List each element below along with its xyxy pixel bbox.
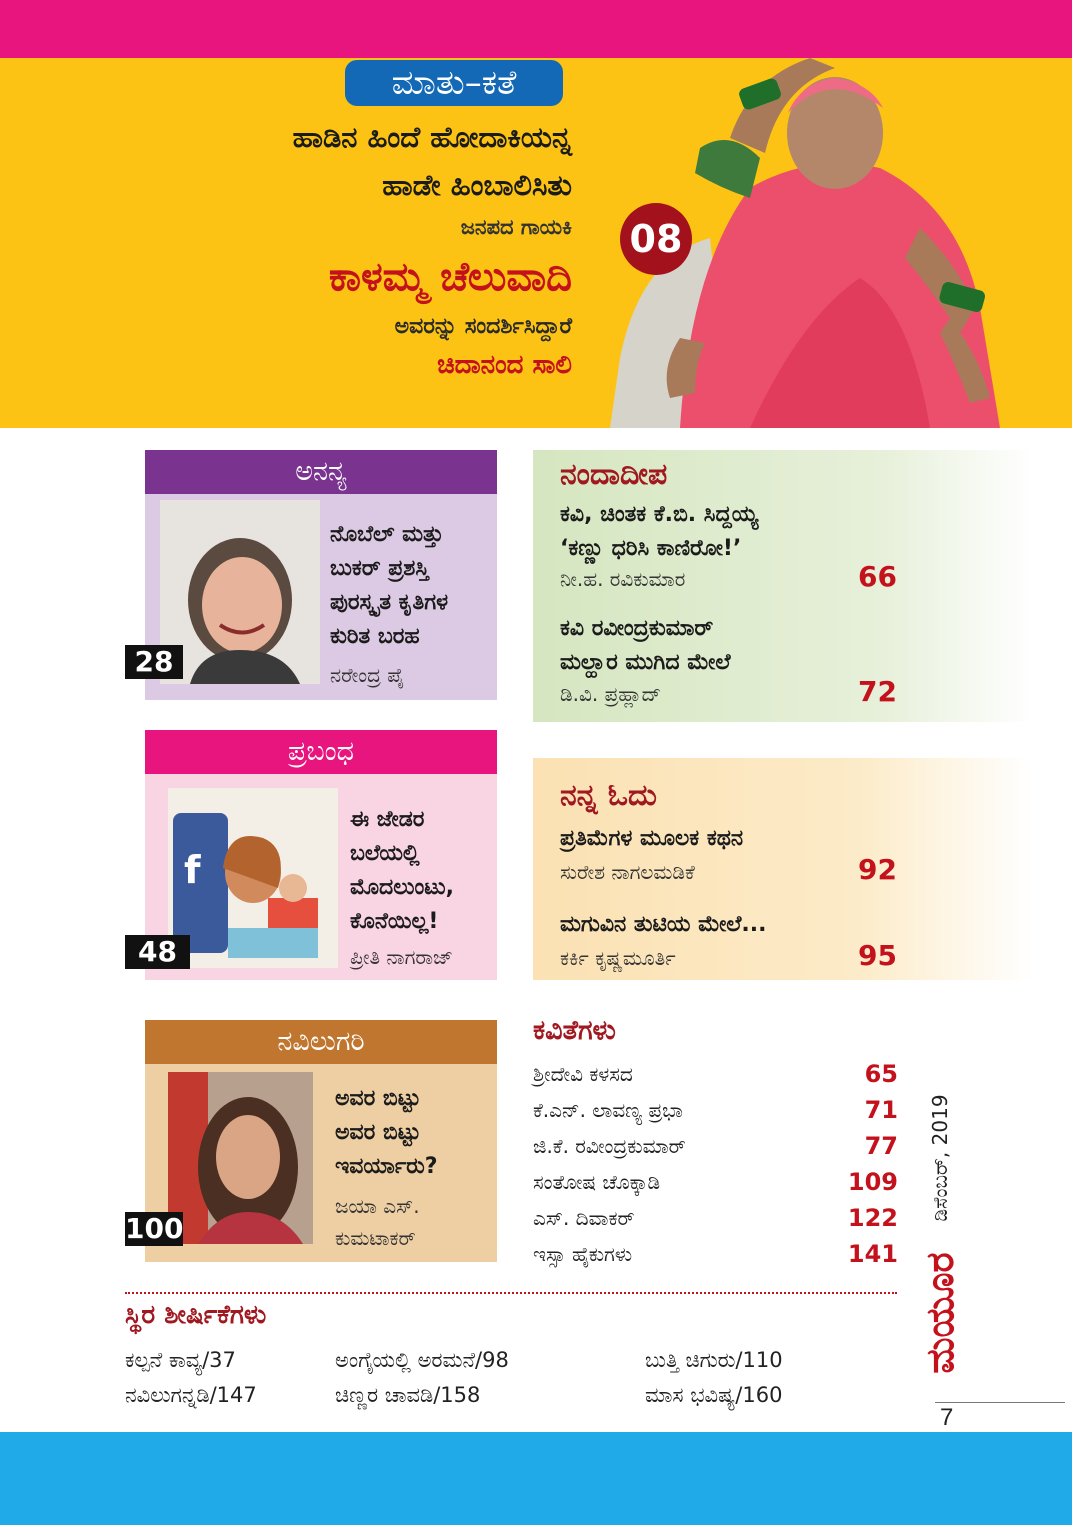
cover-interview-line: ಅವರನ್ನು ಸಂದರ್ಶಿಸಿದ್ದಾರೆ <box>394 314 572 339</box>
nanna-odu-item-1-title[interactable]: ಪ್ರತಿಮೆಗಳ ಮೂಲಕ ಕಥನ <box>560 826 744 851</box>
nandadeepa-item-1-title-line: ಕವಿ, ಚಿಂತಕ ಕೆ.ಬಿ. ಸಿದ್ದಯ್ಯ <box>560 502 759 527</box>
cover-headline-line-2: ಹಾಡೇ ಹಿಂಬಾಲಿಸಿತು <box>382 168 572 202</box>
prabandha-title-line: ಬಲೆಯಲ್ಲಿ <box>350 841 420 866</box>
naviluguri-title-line: ಅವರ ಬಿಟ್ಟು <box>335 1086 421 1111</box>
essay-illustration <box>168 788 338 968</box>
naviluguri-title-line: ಅವರ ಬಿಟ್ಟು <box>335 1120 421 1145</box>
naviluguri-author-line: ಜಯಾ ಎಸ್. <box>335 1194 420 1218</box>
ananya-title-line: ಬುಕರ್ ಪ್ರಶಸ್ತಿ <box>330 556 429 581</box>
poem-item-page: 71 <box>864 1096 898 1124</box>
prabandha-title <box>350 803 495 939</box>
poem-item-name: ಇಸ್ಸಾ ಹೈಕುಗಳು <box>533 1242 633 1266</box>
divider <box>125 1292 897 1294</box>
ananya-author: ನರೇಂದ್ರ ಪೈ <box>330 663 405 687</box>
fixed-column-item[interactable]: ಕಲ್ಪನೆ ಕಾವ್ಯ/37 <box>125 1348 236 1372</box>
naviluguri-title <box>335 1082 495 1184</box>
svg-text:f: f <box>184 848 201 892</box>
poem-item[interactable] <box>533 1060 898 1096</box>
naviluguri-header: ನವಿಲುಗರಿ <box>145 1020 497 1064</box>
poem-item[interactable] <box>533 1096 898 1132</box>
poem-item-page: 65 <box>864 1060 898 1088</box>
fixed-column-item[interactable]: ಮಾಸ ಭವಿಷ್ಯ/160 <box>645 1383 783 1407</box>
nanna-odu-item-1-page[interactable]: 92 <box>858 853 897 886</box>
nandadeepa-item-1-title[interactable] <box>560 498 758 566</box>
author-photo-ananya <box>160 500 320 684</box>
cover-headline-line-1: ಹಾಡಿನ ಹಿಂದೆ ಹೋದಾಕಿಯನ್ನ <box>292 120 572 154</box>
page-number-rule <box>935 1402 1065 1403</box>
nandadeepa-item-2-title-line: ಮಲ್ಹಾರ ಮುಗಿದ ಮೇಲೆ <box>560 650 731 675</box>
prabandha-title-line: ಈ ಜೇಡರ <box>350 807 425 832</box>
prabandha-header: ಪ್ರಬಂಧ <box>145 730 497 774</box>
ananya-title-line: ಪುರಸ್ಕೃತ ಕೃತಿಗಳ <box>330 590 449 615</box>
cover-page-number[interactable]: 08 <box>620 203 692 275</box>
nandadeepa-item-2-title[interactable] <box>560 612 731 680</box>
nanna-odu-item-2-title[interactable]: ಮಗುವಿನ ತುಟಿಯ ಮೇಲೆ... <box>560 912 767 937</box>
poem-item-name: ಸಂತೋಷ ಚೊಕ್ಕಾಡಿ <box>533 1170 661 1194</box>
cover-subtitle: ಜನಪದ ಗಾಯಕಿ <box>460 215 572 239</box>
poem-item-page: 122 <box>847 1204 898 1232</box>
poem-item[interactable] <box>533 1204 898 1240</box>
section-badge-interview: ಮಾತು–ಕತೆ <box>345 60 563 106</box>
nandadeepa-header: ನಂದಾದೀಪ <box>560 457 668 492</box>
naviluguri-title-line: ಇವರ್ಯಾರು? <box>335 1154 438 1179</box>
naviluguri-author-line: ಕುಮಟಾಕರ್ <box>335 1226 416 1250</box>
ananya-title <box>330 518 495 654</box>
fixed-column-item[interactable]: ನವಿಲುಗನ್ನಡಿ/147 <box>125 1383 257 1407</box>
kavitegalu-header: ಕವಿತೆಗಳು <box>533 1015 616 1046</box>
nandadeepa-item-2-author: ಡಿ.ವಿ. ಪ್ರಹ್ಲಾದ್ <box>560 682 661 706</box>
nandadeepa-item-1-page[interactable]: 66 <box>858 560 897 593</box>
nanna-odu-item-1-author: ಸುರೇಶ ನಾಗಲಮಡಿಕೆ <box>560 860 695 884</box>
poem-item-page: 141 <box>847 1240 898 1268</box>
naviluguri-author <box>335 1190 420 1254</box>
author-photo-naviluguri <box>168 1072 313 1244</box>
poem-item[interactable] <box>533 1240 898 1276</box>
nandadeepa-item-2-page[interactable]: 72 <box>858 675 897 708</box>
fixed-column-item[interactable]: ಬುತ್ತಿ ಚಿಗುರು/110 <box>645 1348 783 1372</box>
ananya-title-line: ನೊಬೆಲ್ ಮತ್ತು <box>330 522 444 547</box>
fixed-columns-header: ಸ್ಥಿರ ಶೀರ್ಷಿಕೆಗಳು <box>125 1300 267 1330</box>
ananya-page-number: 28 <box>125 645 183 679</box>
fixed-column-item[interactable]: ಚಿಣ್ಣರ ಚಾವಡಿ/158 <box>335 1383 481 1407</box>
poem-item-name: ಎಸ್. ದಿವಾಕರ್ <box>533 1206 635 1230</box>
nanna-odu-header: ನನ್ನ ಓದು <box>560 778 657 813</box>
bottom-band <box>0 1432 1072 1525</box>
poem-item[interactable] <box>533 1168 898 1204</box>
nandadeepa-item-1-author: ನೀ.ಹ. ರವಿಕುಮಾರ <box>560 567 686 591</box>
page-number: 7 <box>940 1404 954 1431</box>
ananya-title-line: ಕುರಿತ ಬರಹ <box>330 624 420 649</box>
poem-item[interactable] <box>533 1132 898 1168</box>
poem-item-page: 77 <box>864 1132 898 1160</box>
cover-person-name: ಕಾಳಮ್ಮ ಚೆಲುವಾದಿ <box>328 254 572 300</box>
prabandha-page-number: 48 <box>125 935 190 969</box>
poem-item-name: ಕೆ.ಎನ್. ಲಾವಣ್ಯ ಪ್ರಭಾ <box>533 1098 683 1122</box>
ananya-header: ಅನನ್ಯ <box>145 450 497 494</box>
fixed-column-item[interactable]: ಅಂಗೈಯಲ್ಲಿ ಅರಮನೆ/98 <box>335 1348 509 1372</box>
nanna-odu-item-2-author: ಕರ್ಕಿ ಕೃಷ್ಣಮೂರ್ತಿ <box>560 946 676 970</box>
nandadeepa-item-2-title-line: ಕವಿ ರವೀಂದ್ರಕುಮಾರ್ <box>560 616 714 641</box>
nanna-odu-item-2-page[interactable]: 95 <box>858 939 897 972</box>
prabandha-title-line: ಮೊದಲುಂಟು, <box>350 875 454 900</box>
issue-date: ಡಿಸೆಂಬರ್, 2019 <box>928 1094 952 1222</box>
poem-item-name: ಶ್ರೀದೇವಿ ಕಳಸದ <box>533 1062 633 1086</box>
nandadeepa-item-1-title-line: ‘ಕಣ್ಣು ಧರಿಸಿ ಕಾಣಿರೋ!’ <box>560 536 742 561</box>
top-band <box>0 0 1072 58</box>
prabandha-title-line: ಕೊನೆಯಿಲ್ಲ! <box>350 909 439 934</box>
magazine-brand-logo: ಮಯೂರ <box>918 1252 962 1374</box>
prabandha-author: ಪ್ರೀತಿ ನಾಗರಾಜ್ <box>350 945 453 969</box>
cover-interviewer: ಚಿದಾನಂದ ಸಾಲಿ <box>437 350 572 380</box>
poem-item-page: 109 <box>847 1168 898 1196</box>
naviluguri-page-number: 100 <box>125 1212 184 1245</box>
poem-item-name: ಜಿ.ಕೆ. ರವೀಂದ್ರಕುಮಾರ್ <box>533 1134 686 1158</box>
